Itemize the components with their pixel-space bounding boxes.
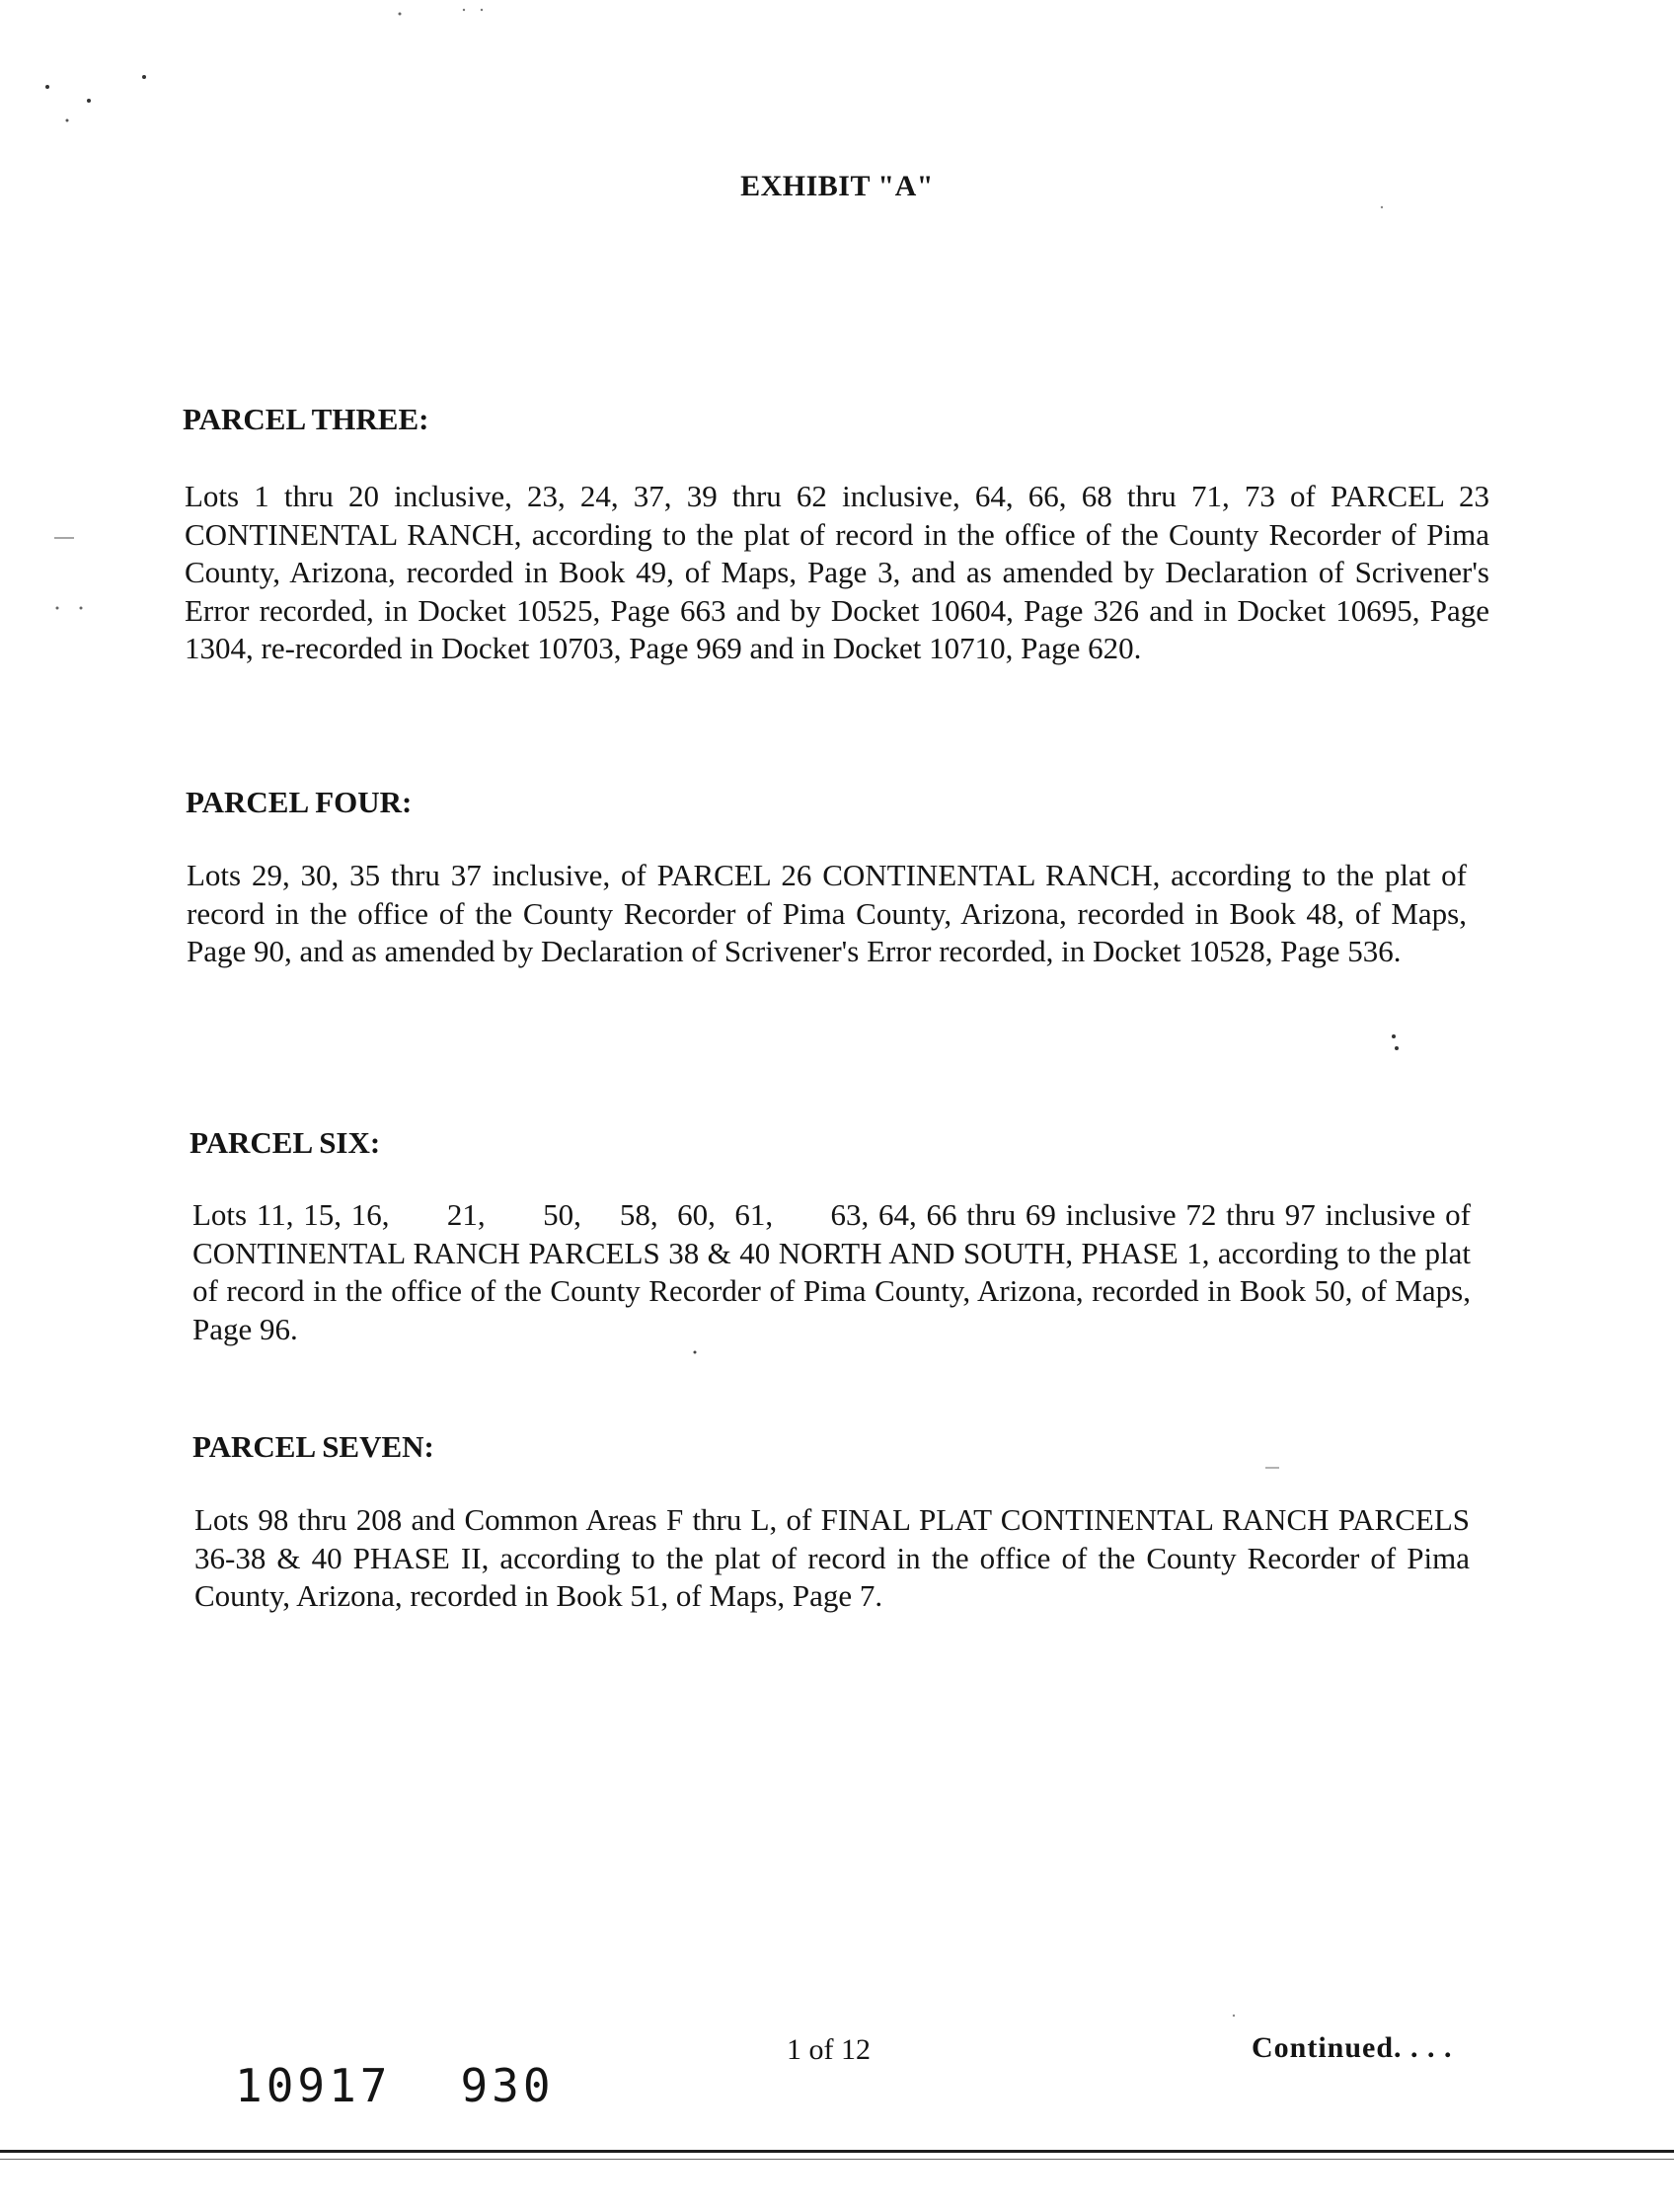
parcel-four-heading: PARCEL FOUR:	[186, 785, 413, 819]
parcel-three-description: Lots 1 thru 20 inclusive, 23, 24, 37, 39 thru 62 inclusive, 64, 66, 68 thru 71, 73 of PARCEL 23 CONTINENTAL RANCH, according to the plat of record in the office of the County Recorder of Pima County, Arizona, recorded in Book 49, of Maps, Page 3, and as amended by Declaration of Scrivener's Error recorded, in Docket 10525, Page 663 and by Docket 10604, Page 326 and in Docket 10695, Page 1304, re-recorded in Docket 10703, Page 969 and in Docket 10710, Page 620.	[185, 479, 1489, 666]
page-reference: 930	[460, 2059, 555, 2112]
parcel-seven-heading: PARCEL SEVEN:	[192, 1429, 434, 1464]
continued-note: Continued. . . .	[1252, 2031, 1453, 2064]
exhibit-title: EXHIBIT "A"	[740, 170, 934, 202]
parcel-six-description: Lots 11, 15, 16, 21, 50, 58, 60, 61, 63, 64, 66 thru 69 inclusive 72 thru 97 inclusive of CONTINENTAL RANCH PARCELS 38 & 40 NORTH AND SOUTH, PHASE 1, according to the plat of record in the office of the County Recorder of Pima County, Arizona, recorded in Book 50, of Maps, Page 96.	[192, 1197, 1479, 1346]
bottom-border-line-faint	[0, 2159, 1674, 2160]
recording-stamp	[235, 2059, 555, 2112]
parcel-four-description: Lots 29, 30, 35 thru 37 inclusive, of PARCEL 26 CONTINENTAL RANCH, according to the plat of record in the office of the County Recorder of Pima County, Arizona, recorded in Book 48, of Maps, Page 90, and as amended by Declaration of Scrivener's Error recorded, in Docket 10528, Page 536.	[187, 858, 1467, 969]
page-number: 1 of 12	[787, 2033, 871, 2066]
docket-number: 10917	[235, 2059, 392, 2112]
parcel-six-heading: PARCEL SIX:	[190, 1125, 381, 1160]
parcel-seven-description: Lots 98 thru 208 and Common Areas F thru L, of FINAL PLAT CONTINENTAL RANCH PARCELS 36-38 & 40 PHASE II, according to the plat of record in the office of the County Recorder of Pima County, Arizona, recorded in Book 51, of Maps, Page 7.	[194, 1502, 1470, 1614]
bottom-border-line	[0, 2150, 1674, 2153]
parcel-three-heading: PARCEL THREE:	[183, 402, 429, 436]
